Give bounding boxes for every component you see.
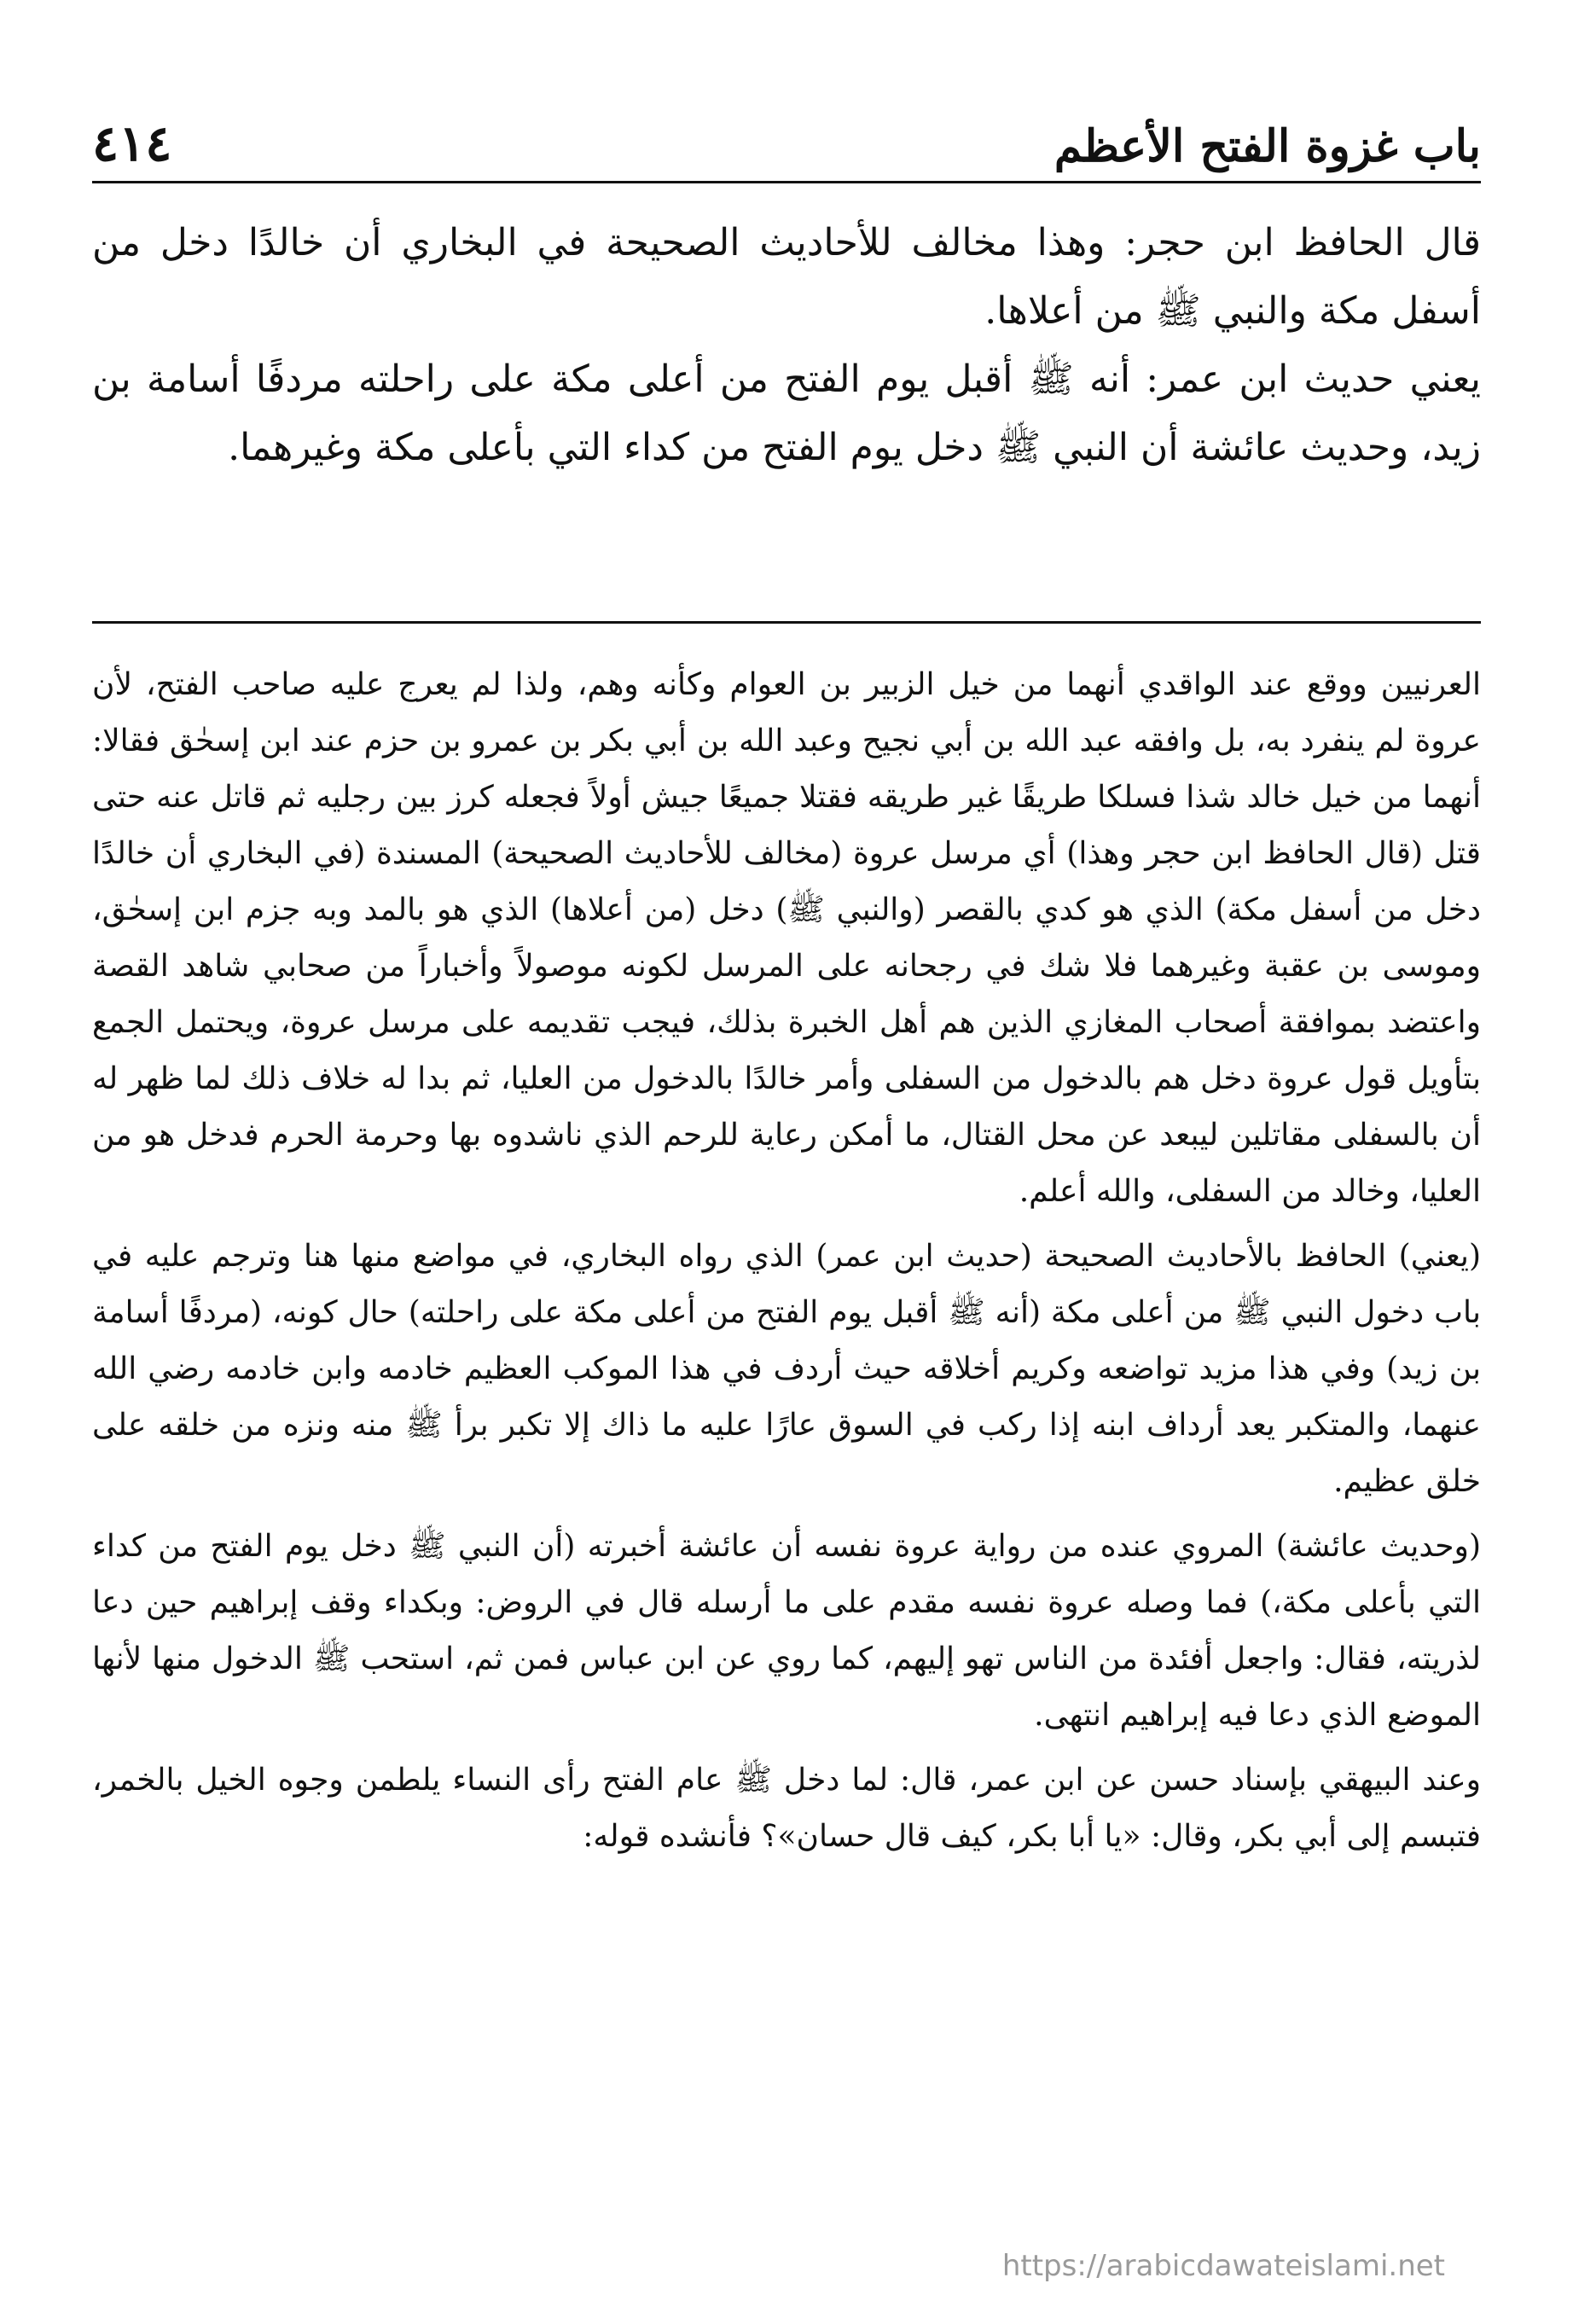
main-text-paragraph: يعني حديث ابن عمر: أنه ﷺ أقبل يوم الفتح من أعلى مكة على راحلته مردفًا أسامة بن زيد، وحديث عائشة أن النبي ﷺ دخل يوم الفتح من كداء التي بأعلى مكة وغيرهما. bbox=[92, 357, 1481, 469]
page-number: ٤١٤ bbox=[92, 114, 172, 172]
commentary-paragraph: (وحديث عائشة) المروي عنده من رواية عروة نفسه أن عائشة أخبرته (أن النبي ﷺ دخل يوم الفتح من كداء التي بأعلى مكة،) فما وصله عروة نفسه مقدم على ما أرسله قال في الروض: وبكداء وقف إبراهيم حين دعا لذريته، فقال: واجعل أفئدة من الناس تهو إليهم، كما روي عن ابن عباس فمن ثم، استحب ﷺ الدخول منها لأنها الموضع الذي دعا فيه إبراهيم انتهى. bbox=[92, 1529, 1481, 1733]
main-text-paragraph: قال الحافظ ابن حجر: وهذا مخالف للأحاديث الصحيحة في البخاري أن خالدًا دخل من أسفل مكة والنبي ﷺ من أعلاها. bbox=[92, 221, 1481, 333]
commentary-text bbox=[92, 657, 1481, 1865]
header-rule bbox=[92, 181, 1481, 183]
commentary-paragraph: العرنيين ووقع عند الواقدي أنهما من خيل الزبير بن العوام وكأنه وهم، ولذا لم يعرج عليه صاحب الفتح، لأن عروة لم ينفرد به، بل وافقه عبد الله بن أبي نجيح وعبد الله بن أبي بكر بن عمرو بن حزم عند ابن إسحٰق فقالا: أنهما من خيل خالد شذا فسلكا طريقًا غير طريقه فقتلا جميعًا جيش أولاً فجعله كرز بين رجليه ثم قاتل عنه حتى قتل (قال الحافظ ابن حجر وهذا) أي مرسل عروة (مخالف للأحاديث الصحيحة) المسندة (في البخاري أن خالدًا دخل من أسفل مكة) الذي هو كدي بالقصر (والنبي ﷺ) دخل (من أعلاها) الذي هو بالمد وبه جزم ابن إسحٰق، وموسى بن عقبة وغيرهما فلا شك في رجحانه على المرسل لكونه موصولاً وأخباراً من صحابي شاهد القصة واعتضد بموافقة أصحاب المغازي الذين هم أهل الخبرة بذلك، فيجب تقديمه على مرسل عروة، ويحتمل الجمع بتأويل قول عروة دخل هم بالدخول من السفلى وأمر خالدًا بالدخول من العليا، ثم بدا له خلاف ذلك لما ظهر له أن بالسفلى مقاتلين ليبعد عن محل القتال، ما أمكن رعاية للرحم الذي ناشدوه بها وحرمة الحرم فدخل هو من العليا، وخالد من السفلى، والله أعلم. bbox=[92, 667, 1482, 1209]
commentary-paragraph: وعند البيهقي بإسناد حسن عن ابن عمر، قال: لما دخل ﷺ عام الفتح رأى النساء يلطمن وجوه الخيل بالخمر، فتبسم إلى أبي بكر، وقال: «يا أبا بكر، كيف قال حسان»؟ فأنشده قوله: bbox=[92, 1763, 1481, 1854]
commentary-paragraph: (يعني) الحافظ بالأحاديث الصحيحة (حديث ابن عمر) الذي رواه البخاري، في مواضع منها هنا وترجم عليه في باب دخول النبي ﷺ من أعلى مكة (أنه ﷺ أقبل يوم الفتح من أعلى مكة على راحلته) حال كونه، (مردفًا أسامة بن زيد) وفي هذا مزيد تواضعه وكريم أخلاقه حيث أردف في هذا الموكب العظيم خادمه وابن خادمه رضي الله عنهما، والمتكبر يعد أرداف ابنه إذا ركب في السوق عارًا عليه ما ذاك إلا تكبر برأ ﷺ منه ونزه من خلقه على خلق عظيم. bbox=[92, 1239, 1481, 1499]
page-header bbox=[92, 94, 1481, 172]
main-text bbox=[92, 209, 1481, 482]
watermark-url: https://arabicdawateislami.net bbox=[1001, 2249, 1445, 2283]
running-title: باب غزوة الفتح الأعظم bbox=[1054, 120, 1481, 172]
commentary-divider bbox=[92, 621, 1481, 624]
